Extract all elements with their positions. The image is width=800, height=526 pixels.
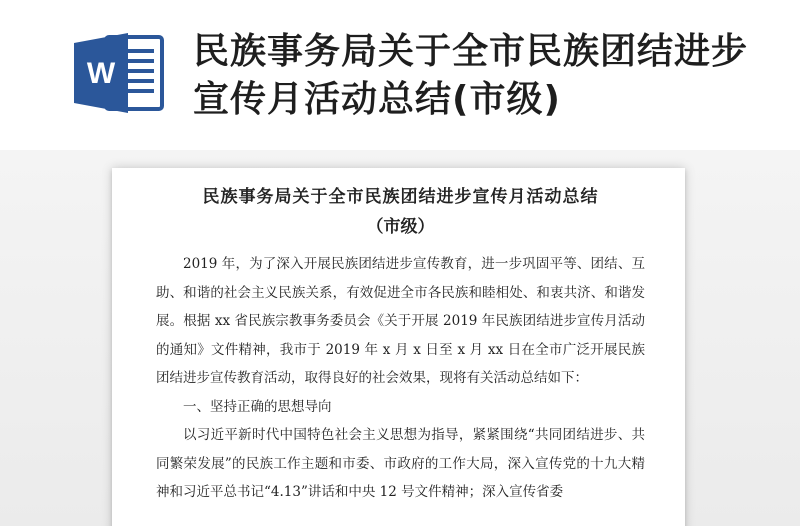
section-heading: 一、坚持正确的思想导向 [183, 398, 332, 415]
page-title: 民族事务局关于全市民族团结进步宣传月活动总结(市级) [193, 31, 749, 120]
word-icon [72, 33, 166, 113]
header-banner [0, 0, 800, 150]
svg-text:W: W [86, 57, 116, 90]
document-page [112, 168, 685, 526]
document-paragraph: 2019 年，为了深入开展民族团结进步宣传教育，进一步巩固平等、团结、互助、和谐的社会主义民族关系，有效促进全市各民族和睦相处、和衷共济、和谐发展。根据 xx 省民族宗教事务委员会《关于开展 2019 年民族团结进步宣传月活动的通知》文件精神，我市于 2019 年 x 月 x 日至 x 月 xx 日在全市广泛开展民族团结进步宣传教育活动，取得良好的社会效果，现将有关活动总结如下： [156, 256, 645, 386]
document-paragraph: 以习近平新时代中国特色社会主义思想为指导，紧紧围绕“共同团结进步、共同繁荣发展”的民族工作主题和市委、市政府的工作大局，深入宣传党的十九大精神和习近平总书记“4.13”讲话和中央 12 号文件精神；深入宣传省委 [156, 427, 645, 500]
document-title: 民族事务局关于全市民族团结进步宣传月活动总结 [202, 187, 599, 207]
document-subtitle: （市级） [366, 217, 435, 237]
